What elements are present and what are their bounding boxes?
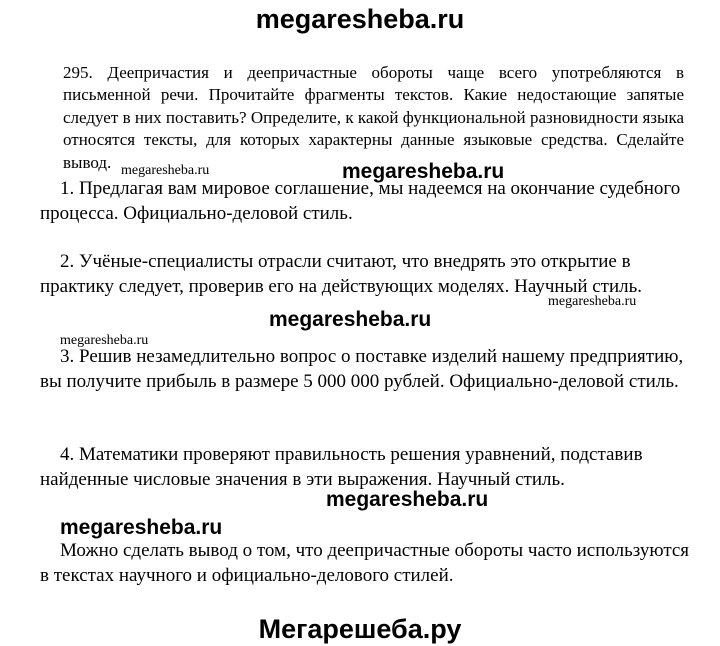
task-text: 295. Деепричастия и деепричастные обороты чаще всего употребляются в письменной речи. Прочитайте фрагменты текстов. Какие недостающие запятые следует в них поставить? Определите, к какой функциональной разновидности языка относятся тексты, для которых характерны данные языковые средства. Сделайте вывод. bbox=[63, 63, 684, 172]
watermark-inline-7: megaresheba.ru bbox=[60, 516, 223, 539]
watermark-inline-5: megaresheba.ru bbox=[60, 333, 149, 348]
watermark-inline-4: megaresheba.ru bbox=[269, 308, 432, 331]
answer-2: 2. Учёные-специалисты отрасли считают, что внедрять это открытие в практику следует, проверив его на действующих моделях. Научный стиль. bbox=[40, 251, 643, 297]
answer-4: 4. Математики проверяют правильность решения уравнений, подставив найденные числовые значения в эти выражения. Научный стиль. bbox=[40, 444, 643, 490]
watermark-inline-1: megaresheba.ru bbox=[342, 160, 505, 183]
conclusion: Можно сделать вывод о том, что деепричастные обороты часто используются в текстах научного и официально-делового стилей. bbox=[40, 540, 690, 586]
watermark-inline-6: megaresheba.ru bbox=[326, 488, 489, 511]
watermark-bottom: Мегарешеба.ру bbox=[258, 614, 462, 644]
answer-1: 1. Предлагая вам мировое соглашение, мы надеемся на окончание судебного процесса. Официально-деловой стиль. bbox=[40, 178, 681, 224]
answer-3: 3. Решив незамедлительно вопрос о поставке изделий нашему предприятию, вы получите прибыль в размере 5 000 000 рублей. Официально-деловой стиль. bbox=[40, 346, 684, 392]
watermark-inline-3: megaresheba.ru bbox=[548, 294, 637, 309]
watermark-top: megaresheba.ru bbox=[255, 4, 465, 34]
watermark-inline-2: megaresheba.ru bbox=[121, 163, 210, 178]
